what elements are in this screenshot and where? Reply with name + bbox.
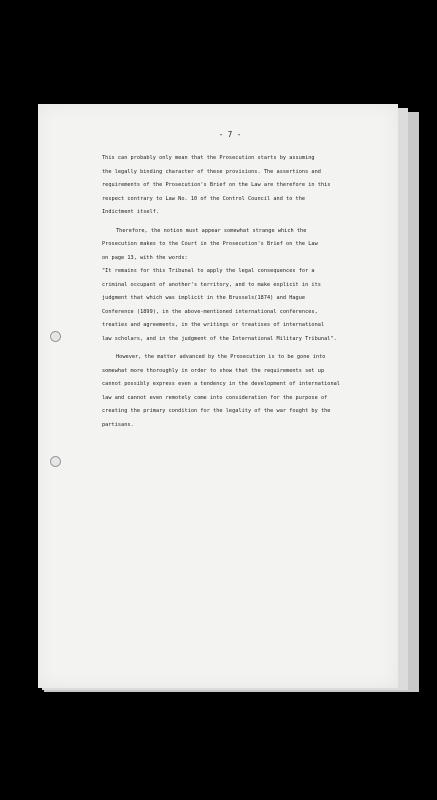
text-line: criminal occupant of another's territory, and to make explicit in its bbox=[102, 281, 321, 288]
text-line: requirements of the Prosecution's Brief on the Law are therefore in this bbox=[102, 182, 331, 188]
text-line: This can probably only mean that the Prosecution starts by assuming bbox=[102, 155, 315, 161]
text-line: Therefore, the notion must appear somewhat strange which the bbox=[116, 227, 307, 234]
text-line: "It remains for this Tribunal to apply the legal consequences for a bbox=[102, 268, 315, 274]
document-body bbox=[102, 152, 392, 432]
text-line: Indictment itself. bbox=[102, 209, 160, 215]
punch-hole-icon bbox=[50, 331, 61, 342]
quotation bbox=[102, 265, 392, 346]
text-line: judgment that which was implicit in the Brussels(1874) and Hague bbox=[102, 295, 306, 301]
text-line: on page 13, with the words: bbox=[102, 254, 188, 261]
paragraph-4 bbox=[102, 351, 392, 432]
page-number: - 7 - bbox=[218, 130, 242, 139]
text-line: cannot possibly express even a tendency in the development of international bbox=[102, 381, 340, 387]
paragraph-2 bbox=[102, 225, 392, 266]
text-line: Conference (1899), in the above-mentioned international conferences, bbox=[102, 308, 318, 315]
text-line: Prosecution makes to the Court in the Prosecution's Brief on the Law bbox=[102, 241, 318, 247]
text-line: However, the matter advanced by the Prosecution is to be gone into bbox=[116, 354, 326, 360]
text-line: law and cannot even remotely come into consideration for the purpose of bbox=[102, 394, 328, 401]
text-line: somewhat more thoroughly in order to show that the requirements set up bbox=[102, 367, 325, 374]
text-line: partisans. bbox=[102, 421, 134, 428]
text-line: law scholars, and in the judgment of the International Military Tribunal". bbox=[102, 335, 337, 342]
paragraph-1 bbox=[102, 152, 392, 220]
text-line: creating the primary condition for the legality of the war fought by the bbox=[102, 408, 331, 414]
punch-hole-icon bbox=[50, 456, 61, 467]
text-line: respect contrary to Law No. 10 of the Control Council and to the bbox=[102, 195, 306, 202]
text-line: treaties and agreements, in the writings or treatises of international bbox=[102, 322, 325, 328]
text-line: the legally binding character of these provisions. The assertions and bbox=[102, 168, 321, 175]
